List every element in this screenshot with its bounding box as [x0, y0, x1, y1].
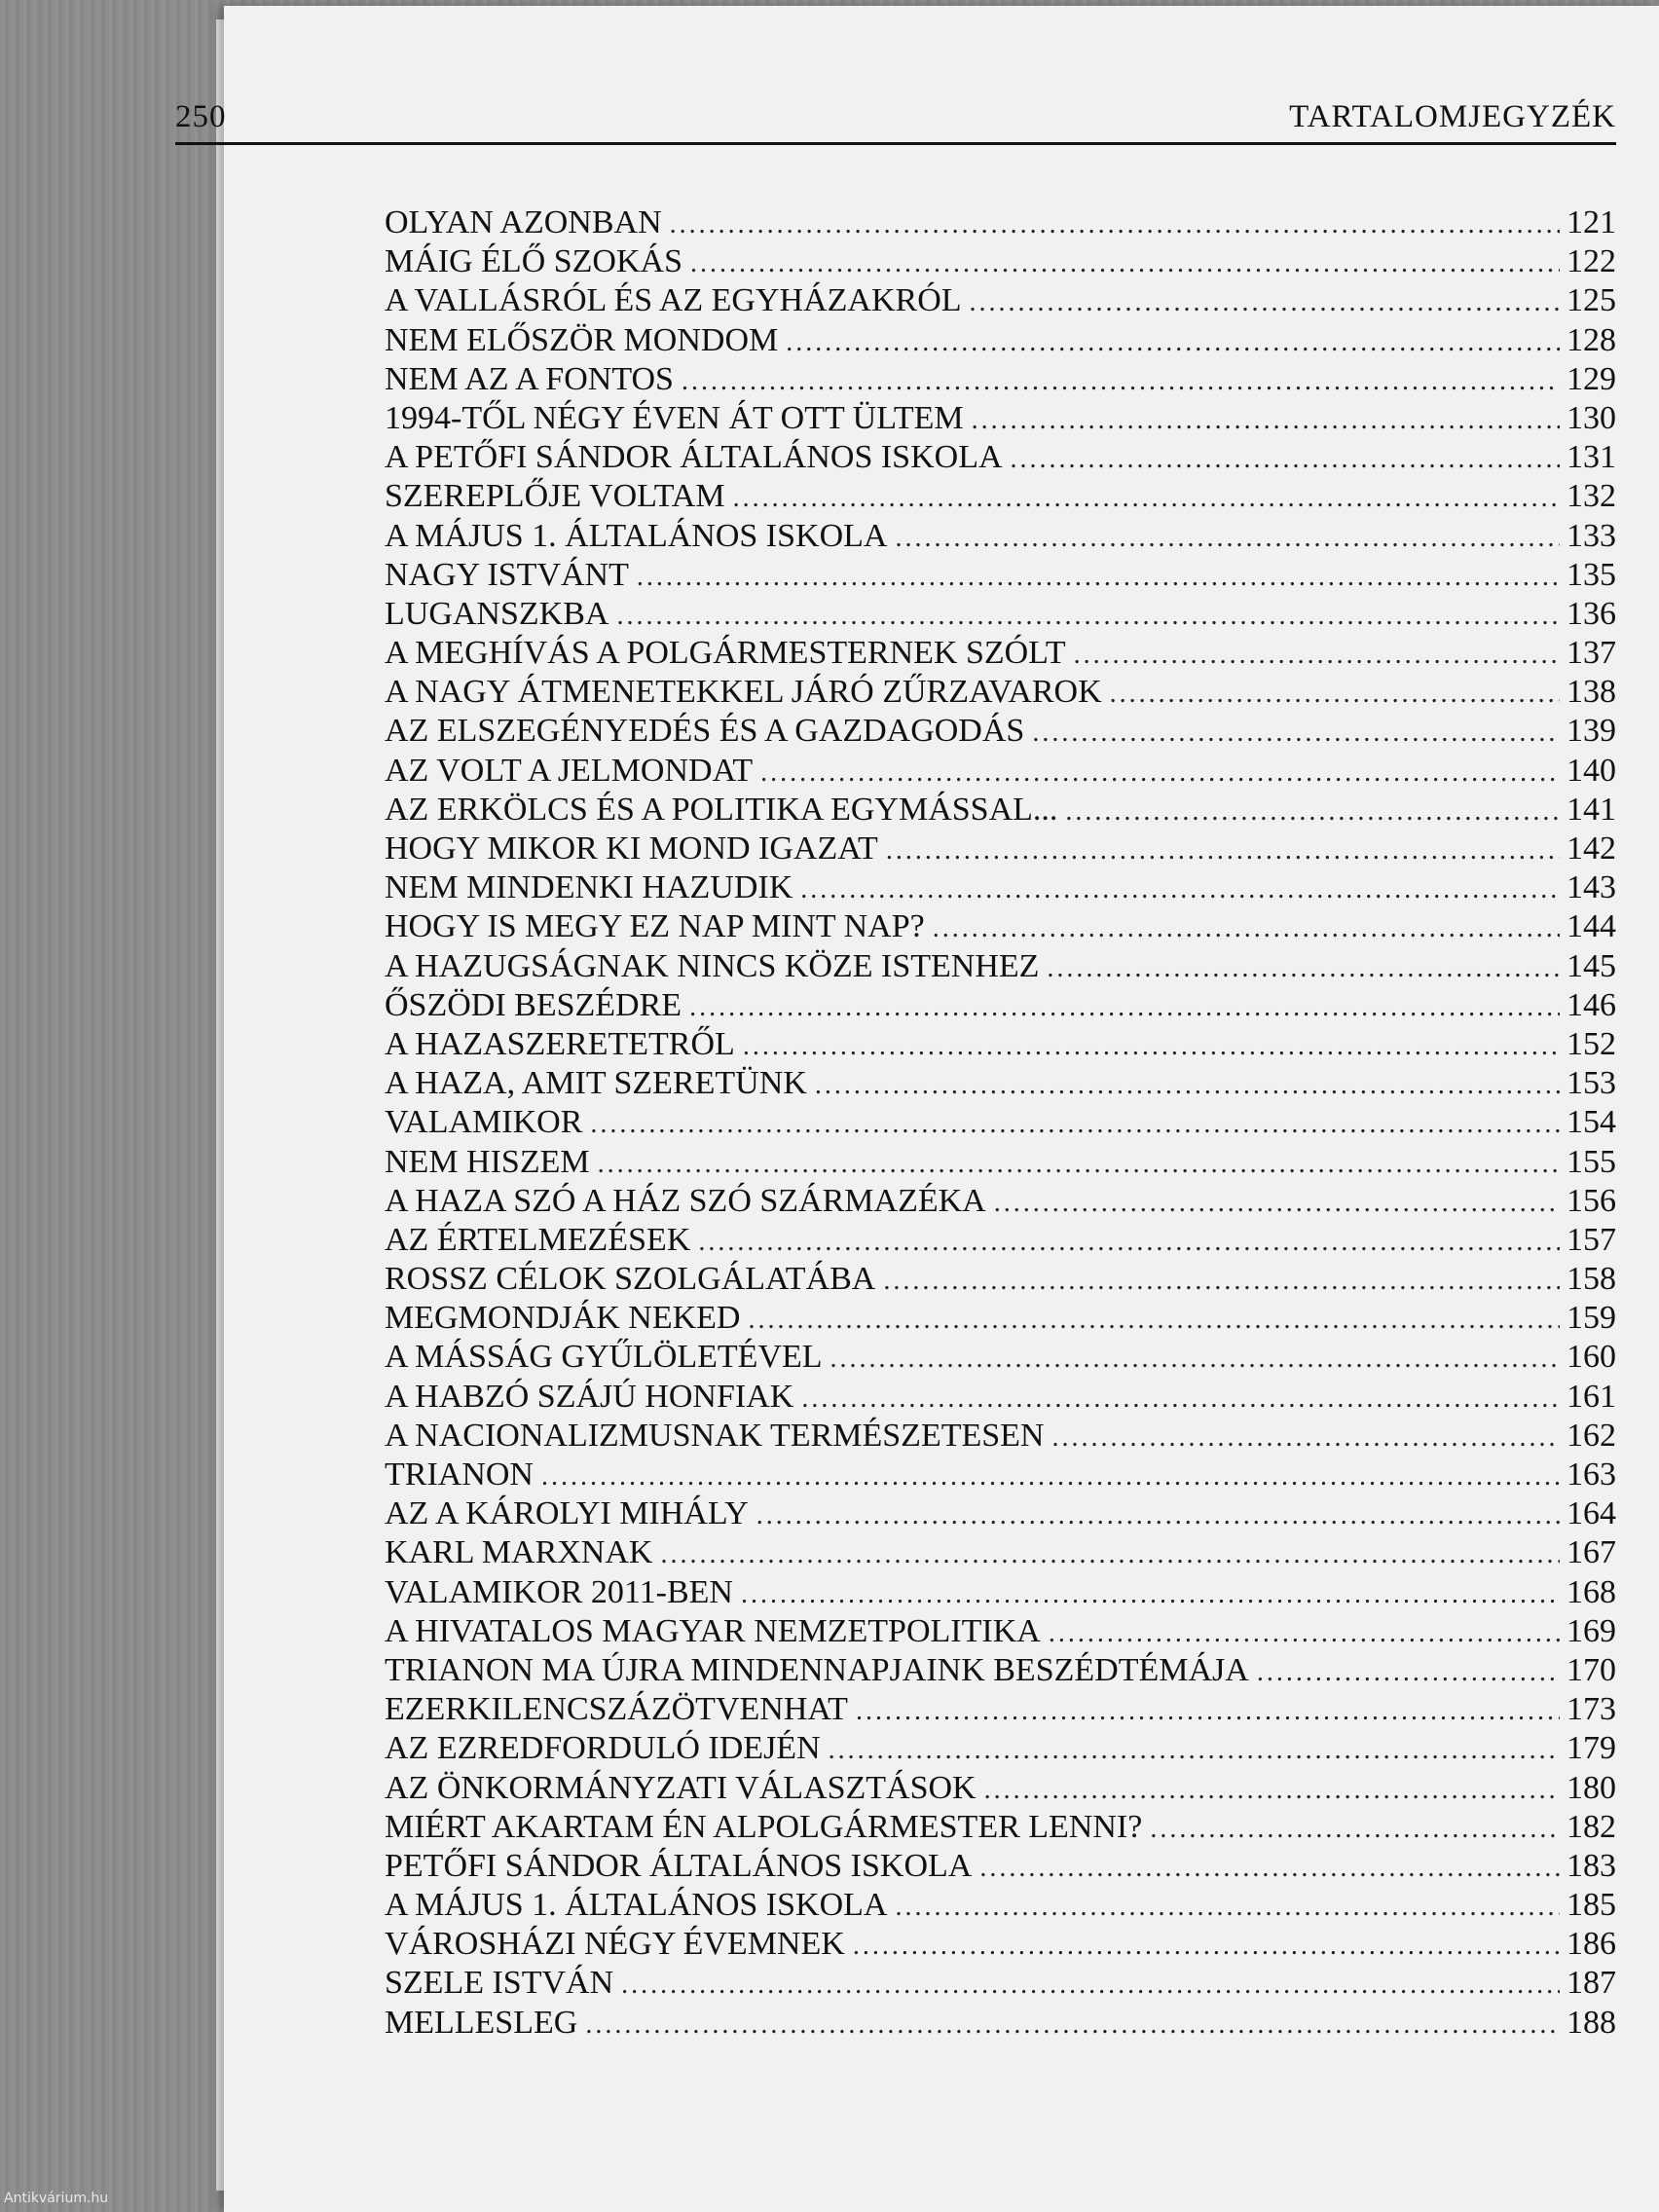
toc-entry-title: A HIVATALOS MAGYAR NEMZETPOLITIKA [385, 1612, 1041, 1649]
toc-entry-title: MIÉRT AKARTAM ÉN ALPOLGÁRMESTER LENNI? [385, 1808, 1143, 1845]
toc-entry-page: 183 [1567, 1847, 1616, 1884]
toc-entry-title: AZ VOLT A JELMONDAT [385, 752, 754, 789]
toc-entry-page: 185 [1567, 1887, 1616, 1924]
toc-dot-leader [637, 562, 1560, 593]
toc-dot-leader [856, 1696, 1560, 1727]
toc-entry [385, 2005, 1616, 2044]
toc-dot-leader [1257, 1657, 1560, 1688]
toc-entry-title: A VALLÁSRÓL ÉS AZ EGYHÁZAKRÓL [385, 282, 962, 319]
toc-entry [385, 830, 1616, 869]
toc-entry-page: 158 [1567, 1261, 1616, 1298]
toc-entry-page: 135 [1567, 556, 1616, 593]
toc-entry-page: 152 [1567, 1025, 1616, 1062]
toc-entry-page: 169 [1567, 1612, 1616, 1649]
toc-entry-title: MELLESLEG [385, 2004, 578, 2041]
toc-entry [385, 1730, 1616, 1769]
toc-dot-leader [829, 1735, 1560, 1766]
toc-entry-page: 160 [1567, 1339, 1616, 1376]
toc-entry [385, 204, 1616, 243]
toc-entry [385, 1261, 1616, 1300]
toc-entry-title: AZ ÉRTELMEZÉSEK [385, 1221, 691, 1258]
toc-entry [385, 1770, 1616, 1809]
toc-entry-title: AZ EZREDFORDULÓ IDEJÉN [385, 1730, 821, 1767]
toc-entry [385, 518, 1616, 557]
toc-entry-title: NEM ELŐSZÖR MONDOM [385, 321, 779, 358]
toc-entry-page: 121 [1567, 204, 1616, 240]
toc-entry-page: 187 [1567, 1965, 1616, 2002]
toc-dot-leader [621, 1970, 1560, 2001]
toc-dot-leader [616, 601, 1560, 632]
toc-entry [385, 1691, 1616, 1730]
toc-dot-leader [698, 1227, 1560, 1258]
toc-entry-page: 145 [1567, 947, 1616, 984]
toc-entry-title: AZ ÖNKORMÁNYZATI VÁLASZTÁSOK [385, 1769, 977, 1806]
toc-entry-title: NAGY ISTVÁNT [385, 556, 629, 593]
toc-entry [385, 1534, 1616, 1573]
toc-entry [385, 243, 1616, 282]
toc-entry-page: 130 [1567, 399, 1616, 436]
toc-dot-leader [970, 287, 1560, 318]
toc-entry-page: 180 [1567, 1769, 1616, 1806]
toc-entry-title: VALAMIKOR [385, 1104, 583, 1141]
toc-entry-page: 155 [1567, 1143, 1616, 1180]
toc-entry-page: 133 [1567, 517, 1616, 554]
toc-entry [385, 753, 1616, 792]
toc-dot-leader [1074, 640, 1560, 671]
toc-entry [385, 1144, 1616, 1183]
page-number: 250 [175, 99, 227, 134]
toc-entry [385, 596, 1616, 635]
toc-dot-leader [800, 874, 1560, 905]
toc-entry-title: KARL MARXNAK [385, 1534, 653, 1571]
toc-entry [385, 1418, 1616, 1456]
toc-entry-title: SZELE ISTVÁN [385, 1965, 614, 2002]
header-rule [175, 142, 1616, 145]
toc-entry-title: SZEREPLŐJE VOLTAM [385, 478, 725, 515]
running-title: TARTALOMJEGYZÉK [1289, 99, 1616, 134]
toc-entry [385, 1652, 1616, 1691]
toc-entry-title: AZ ELSZEGÉNYEDÉS ÉS A GAZDAGODÁS [385, 713, 1025, 750]
toc-dot-leader [733, 483, 1560, 514]
toc-dot-leader [690, 248, 1560, 279]
toc-entry-page: 162 [1567, 1417, 1616, 1454]
toc-entry-title: PETŐFI SÁNDOR ÁLTALÁNOS ISKOLA [385, 1847, 973, 1884]
toc-entry [385, 1183, 1616, 1222]
toc-entry-title: A MEGHÍVÁS A POLGÁRMESTERNEK SZÓLT [385, 635, 1066, 672]
toc-dot-leader [1065, 796, 1560, 828]
toc-entry-title: ROSSZ CÉLOK SZOLGÁLATÁBA [385, 1261, 876, 1298]
toc-dot-leader [670, 209, 1560, 240]
toc-entry-title: VALAMIKOR 2011-BEN [385, 1573, 733, 1610]
toc-dot-leader [886, 835, 1560, 866]
toc-entry-page: 143 [1567, 869, 1616, 906]
toc-dot-leader [760, 757, 1560, 789]
toc-entry [385, 322, 1616, 361]
toc-entry-page: 159 [1567, 1300, 1616, 1337]
toc-entry-title: A MÁJUS 1. ÁLTALÁNOS ISKOLA [385, 517, 888, 554]
toc-entry-page: 128 [1567, 321, 1616, 358]
toc-entry-title: HOGY IS MEGY EZ NAP MINT NAP? [385, 908, 925, 945]
toc-entry [385, 1809, 1616, 1848]
toc-dot-leader [1032, 718, 1560, 749]
toc-entry-page: 141 [1567, 791, 1616, 828]
toc-dot-leader [1150, 1814, 1560, 1845]
toc-dot-leader [786, 327, 1560, 358]
toc-entry-page: 156 [1567, 1182, 1616, 1219]
watermark-text: Antikvárium.hu [4, 2191, 109, 2206]
toc-entry-page: 168 [1567, 1573, 1616, 1610]
toc-dot-leader [741, 1579, 1560, 1610]
toc-entry-title: A NAGY ÁTMENETEKKEL JÁRÓ ZŰRZAVAROK [385, 674, 1102, 711]
toc-entry-title: EZERKILENCSZÁZÖTVENHAT [385, 1691, 848, 1728]
toc-entry [385, 1887, 1616, 1926]
toc-dot-leader [801, 1383, 1560, 1415]
toc-entry-page: 136 [1567, 595, 1616, 632]
toc-dot-leader [1011, 444, 1560, 475]
toc-entry-title: A MÁJUS 1. ÁLTALÁNOS ISKOLA [385, 1887, 888, 1924]
toc-entry [385, 400, 1616, 439]
toc-entry-title: MEGMONDJÁK NEKED [385, 1300, 741, 1337]
toc-entry [385, 1339, 1616, 1378]
toc-entry-title: NEM AZ A FONTOS [385, 360, 674, 397]
toc-entry-title: A HAZUGSÁGNAK NINCS KÖZE ISTENHEZ [385, 947, 1040, 984]
toc-dot-leader [933, 913, 1560, 944]
toc-dot-leader [660, 1539, 1560, 1570]
toc-entry [385, 1222, 1616, 1261]
toc-entry-title: A HAZA SZÓ A HÁZ SZÓ SZÁRMAZÉKA [385, 1182, 986, 1219]
toc-entry [385, 869, 1616, 908]
toc-dot-leader [590, 1109, 1560, 1140]
toc-dot-leader [748, 1305, 1560, 1336]
toc-dot-leader [1047, 953, 1560, 984]
toc-entry-page: 146 [1567, 986, 1616, 1023]
toc-entry-title: MÁIG ÉLŐ SZOKÁS [385, 243, 682, 280]
toc-dot-leader [994, 1188, 1560, 1219]
toc-entry-title: A NACIONALIZMUSNAK TERMÉSZETESEN [385, 1417, 1045, 1454]
toc-entry-page: 129 [1567, 360, 1616, 397]
toc-entry-page: 125 [1567, 282, 1616, 319]
toc-dot-leader [689, 992, 1560, 1023]
toc-entry-title: AZ A KÁROLYI MIHÁLY [385, 1495, 749, 1532]
toc-dot-leader [895, 523, 1560, 554]
toc-entry-page: 188 [1567, 2004, 1616, 2041]
toc-entry [385, 439, 1616, 478]
toc-entry-title: NEM MINDENKI HAZUDIK [385, 869, 793, 906]
toc-entry-page: 161 [1567, 1378, 1616, 1415]
toc-dot-leader [1110, 679, 1560, 710]
toc-dot-leader [972, 405, 1560, 436]
toc-entry [385, 1300, 1616, 1339]
toc-entry-page: 140 [1567, 752, 1616, 789]
page-header [175, 92, 1616, 141]
toc-dot-leader [541, 1461, 1560, 1493]
toc-entry [385, 1965, 1616, 2004]
toc-entry-page: 137 [1567, 635, 1616, 672]
toc-entry [385, 282, 1616, 321]
toc-entry-page: 142 [1567, 830, 1616, 866]
toc-entry-title: TRIANON MA ÚJRA MINDENNAPJAINK BESZÉDTÉMÁJA [385, 1651, 1249, 1688]
toc-entry-page: 132 [1567, 478, 1616, 515]
toc-dot-leader [830, 1344, 1560, 1375]
toc-entry-title: ŐSZÖDI BESZÉDRE [385, 986, 682, 1023]
toc-entry-title: 1994-TŐL NÉGY ÉVEN ÁT OTT ÜLTEM [385, 399, 964, 436]
toc-entry [385, 635, 1616, 674]
toc-entry-page: 144 [1567, 908, 1616, 945]
toc-entry-page: 154 [1567, 1104, 1616, 1141]
toc-entry-page: 164 [1567, 1495, 1616, 1532]
toc-entry-page: 138 [1567, 674, 1616, 711]
toc-entry-title: HOGY MIKOR KI MOND IGAZAT [385, 830, 878, 866]
toc-entry [385, 361, 1616, 400]
toc-entry [385, 1848, 1616, 1887]
toc-dot-leader [585, 2009, 1560, 2041]
toc-entry-title: A HABZÓ SZÁJÚ HONFIAK [385, 1378, 794, 1415]
toc-entry [385, 1065, 1616, 1104]
toc-dot-leader [853, 1931, 1560, 1962]
toc-entry-page: 173 [1567, 1691, 1616, 1728]
toc-entry-page: 139 [1567, 713, 1616, 750]
toc-entry [385, 1574, 1616, 1613]
toc-entry-title: NEM HISZEM [385, 1143, 590, 1180]
toc-dot-leader [598, 1149, 1560, 1180]
toc-entry-title: TRIANON [385, 1456, 534, 1493]
toc-entry [385, 1379, 1616, 1418]
toc-entry [385, 478, 1616, 517]
toc-dot-leader [984, 1775, 1560, 1806]
toc-entry [385, 987, 1616, 1026]
toc-entry [385, 1926, 1616, 1965]
toc-entry-page: 131 [1567, 439, 1616, 476]
toc-dot-leader [1049, 1618, 1560, 1649]
toc-entry-title: A HAZA, AMIT SZERETÜNK [385, 1065, 807, 1102]
toc-entry-title: A HAZASZERETETRŐL [385, 1025, 735, 1062]
toc-entry [385, 1495, 1616, 1534]
toc-entry-title: LUGANSZKBA [385, 595, 609, 632]
toc-entry [385, 1026, 1616, 1065]
toc-entry-title: OLYAN AZONBAN [385, 204, 662, 240]
toc-entry [385, 674, 1616, 713]
toc-entry [385, 1104, 1616, 1143]
toc-entry-title: AZ ERKÖLCS ÉS A POLITIKA EGYMÁSSAL... [385, 791, 1058, 828]
toc-entry-page: 122 [1567, 243, 1616, 280]
toc-dot-leader [815, 1070, 1560, 1101]
toc-entry [385, 557, 1616, 596]
toc-entry [385, 908, 1616, 947]
toc-dot-leader [743, 1031, 1560, 1062]
toc-entry-page: 163 [1567, 1456, 1616, 1493]
toc-entry-page: 153 [1567, 1065, 1616, 1102]
toc-entry-page: 157 [1567, 1221, 1616, 1258]
toc-entry-page: 170 [1567, 1651, 1616, 1688]
toc-entry-title: A PETŐFI SÁNDOR ÁLTALÁNOS ISKOLA [385, 439, 1003, 476]
toc-entry-page: 179 [1567, 1730, 1616, 1767]
toc-entry [385, 792, 1616, 830]
toc-dot-leader [756, 1500, 1560, 1531]
toc-entry-page: 182 [1567, 1808, 1616, 1845]
toc-entry [385, 713, 1616, 752]
toc-dot-leader [1051, 1422, 1560, 1454]
toc-entry-title: VÁROSHÁZI NÉGY ÉVEMNEK [385, 1926, 845, 1963]
toc-entry [385, 948, 1616, 987]
toc-entry-page: 186 [1567, 1926, 1616, 1963]
toc-dot-leader [682, 366, 1560, 397]
toc-dot-leader [895, 1892, 1560, 1923]
table-of-contents [385, 204, 1616, 2044]
toc-entry-page: 167 [1567, 1534, 1616, 1571]
toc-dot-leader [979, 1853, 1560, 1884]
toc-dot-leader [883, 1266, 1560, 1297]
toc-entry [385, 1456, 1616, 1495]
toc-entry [385, 1613, 1616, 1652]
toc-entry-title: A MÁSSÁG GYŰLÖLETÉVEL [385, 1339, 823, 1376]
